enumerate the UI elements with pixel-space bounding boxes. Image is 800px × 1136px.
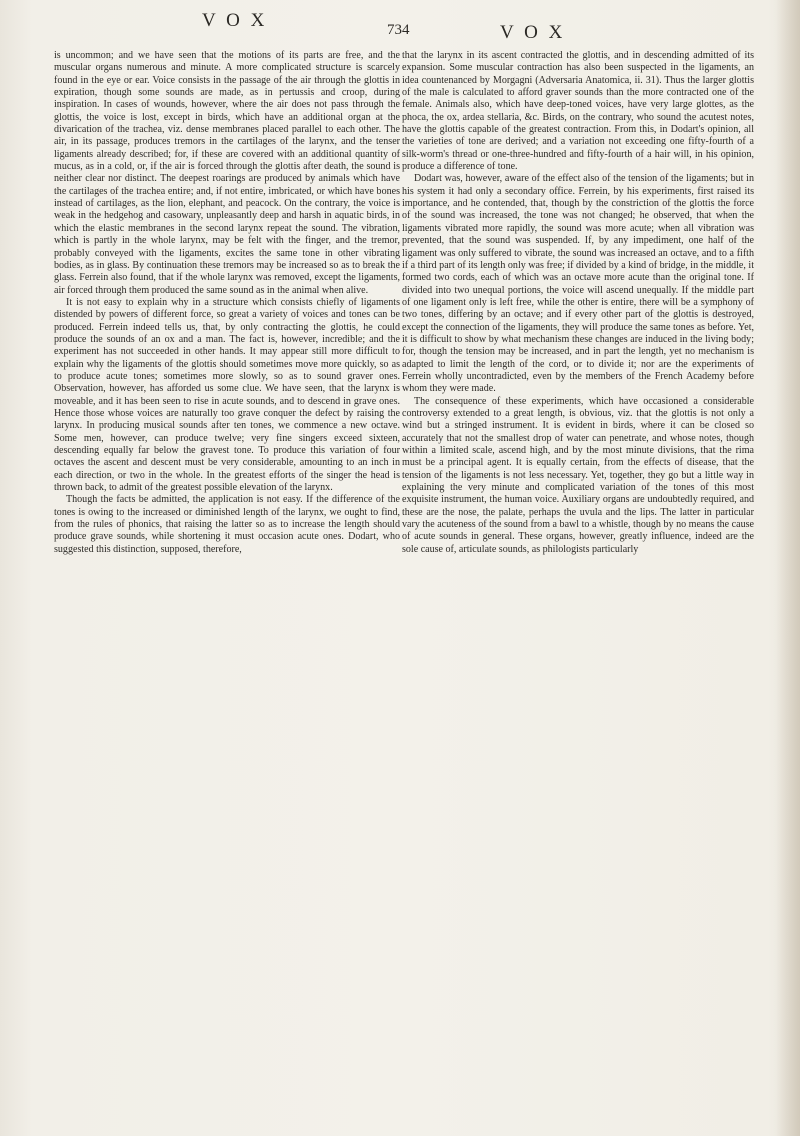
running-header <box>0 8 800 43</box>
page-edge-shadow <box>776 0 800 1136</box>
right-text-column <box>402 50 754 556</box>
paragraph: Dodart was, however, aware of the effect also of the tension of the ligaments; but in his system it had only a secondary office. Ferrein, by his experiments, first raised its importance, and he contended, that, though by the constriction of the glottis the force of the sound was increased, the tone was not changed; he observed, that when the ligaments vibrated more rapidly, the sound was more acute; when all vibration was prevented, that the sound was suspended. If, by any impediment, one half of the ligament was only suffered to vibrate, the sound was increased an octave, and to a fifth if a third part of its length only was free; if divided by a kind of bridge, in the middle, it formed two cords, each of which was an octave more acute than the original tone. If divided into two unequal portions, the voice will ascend unequally. If the middle part of one ligament only is left free, while the other is entire, there will be a symphony of two tones, differing by an octave; and if every other part of the glottis is destroyed, except the connection of the ligaments, they will produce the same tones as before. Yet, it is difficult to show by what mechanism these changes are induced in the living body; for, though the tension may be increased, and in part the length, yet no mechanism is adapted to limit the length of the cord, or to divide it; nor are the experiments of Ferrein wholly uncontradicted, even by the members of the French Academy before whom they were made. <box>402 173 754 395</box>
paragraph: The consequence of these experiments, which have occasioned a considerable controversy extended to a great length, is obvious, viz. that the glottis is not only a wind but a stringed instrument. It is evident in birds, where it can be closed so accurately that not the smallest drop of water can penetrate, and whose notes, though within a limited scale, ascend high, and by the most minute divisions, that the rima must be a principal agent. It is equally certain, from the effects of disease, that the tension of the ligaments is not less necessary. Yet, together, they go but a little way in explaining the very minute and complicated variation of the tones of this most exquisite instrument, the human voice. Auxiliary organs are undoubtedly required, and these are the nose, the palate, perhaps the uvula and the lips. The latter in particular vary the acuteness of the sound from a bawl to a whistle, though by no means the cause of acute sounds in general. These organs, however, greatly influence, indeed are the sole cause of, articulate sounds, as philologists particularly <box>402 395 754 555</box>
paragraph: It is not easy to explain why in a structure which consists chiefly of ligaments distended by powers of different force, so great a variety of voices and tones can be produced. Ferrein indeed tells us, that, by only contracting the glottis, he could produce the sounds of an ox and a man. The fact is, however, incredible; and the experiment has not succeeded in other hands. It may appear still more difficult to explain why the ligaments of the glottis should sometimes move more quickly, so as to produce acute tones; sometimes more slowly, so as to sound graver ones. Observation, however, has afforded us some clue. We have seen, that the larynx is moveable, and it has been seen to rise in acute sounds, and to descend in grave ones. Hence those whose voices are naturally too grave conquer the defect by raising the larynx. In producing musical sounds after ten tones, we commence a new octave. Some men, however, can produce twelve; very fine singers exceed sixteen, descending equally far below the gravest tone. To produce this variation of four octaves the ascent and descent must be very considerable, amounting to an inch in each direction, or two in the whole. In the greatest efforts of the singer the head is thrown back, to admit of the greatest possible elevation of the larynx. <box>54 296 400 494</box>
right-running-head: V O X <box>500 22 566 43</box>
paragraph: Though the facts be admitted, the application is not easy. If the difference of the tones is owing to the increased or diminished length of the larynx, we ought to find, from the rules of phonics, that raising the latter so as to increase the length should produce grave sounds, while shortening it must occasion acute ones. Dodart, who suggested this distinction, supposed, therefore, <box>54 494 400 555</box>
left-running-head: V O X <box>202 10 268 31</box>
paragraph: is uncommon; and we have seen that the motions of its parts are free, and the muscular organs numerous and minute. A more complicated structure is scarcely found in the eye or ear. Voice consists in the passage of the air through the glottis in expiration, though some sounds are made, as in pertussis and croop, during inspiration. In cases of wounds, however, where the air does not pass through the glottis, the voice is lost, except in birds, which have an additional organ at the divarication of the trachea, viz. dense membranes placed parallel to each other. The air, in its passage, produces tremors in the cartilages of the larynx, and the tenser ligaments already described; for, if these are covered with an additional quantity of mucus, as in a cold, or, if the air is forced through the glottis after death, the sound is neither clear nor distinct. The deepest roarings are produced by animals which have the cartilages of the trachea entire; and, if not entire, imbricated, or which have bones instead of cartilages, as the lion, elephant, and peacock. On the contrary, the voice is weak in the hedgehog and casowary, unpleasantly deep and harsh in aquatic birds, in which the elastic membranes in the second larynx repeat the sound. The vibration, which is partly in the whole larynx, may be felt with the finger, and the tremor, probably conveyed with the ligaments, excites the same tone in other vibrating bodies, as in glass. By continuation these tremors may be increased so as to break the glass. Ferrein also found, that if the whole larynx was removed, except the ligaments, air forced through them produced the same sound as in the animal when alive. <box>54 50 400 296</box>
paragraph: that the larynx in its ascent contracted the glottis, and in descending admitted of its expansion. Some muscular contraction has also been suspected in the ligaments, an idea countenanced by Morgagni (Adversaria Anatomica, ii. 31). Thus the larger glottis of the male is calculated to afford graver sounds than the more contracted one of the female. Animals also, which have deep-toned voices, have very large glottes, as the phoca, the ox, ardea stellaria, &c. Birds, on the contrary, who sound the acutest notes, have the glottis capable of the greatest contraction. From this, in Dodart's opinion, all the varieties of tone are derived; and a variation not exceeding one fifty-fourth of a silk-worm's thread or one-three-hundred and fifty-fourth of a hair will, in his opinion, produce a difference of tone. <box>402 50 754 173</box>
left-text-column <box>54 50 400 556</box>
page-number: 734 <box>387 22 410 38</box>
